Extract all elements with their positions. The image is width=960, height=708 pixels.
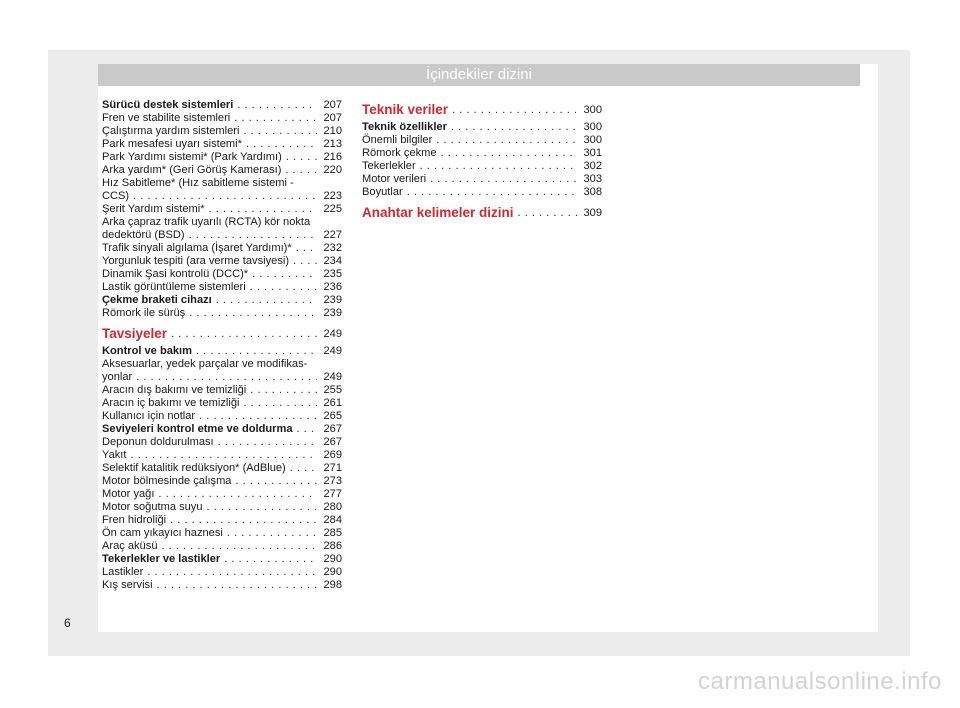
toc-entry[interactable] xyxy=(102,345,342,358)
toc-entry[interactable] xyxy=(102,151,342,164)
dot-leader xyxy=(452,99,577,121)
watermark: carmanualsonline.info xyxy=(698,668,942,695)
toc-section-heading[interactable] xyxy=(102,323,342,345)
toc-entry[interactable] xyxy=(102,255,342,268)
toc-entry-title: Fren ve stabilite sistemleri xyxy=(102,112,231,124)
toc-entry-title: Teknik veriler xyxy=(362,102,449,117)
dot-leader xyxy=(290,462,318,475)
toc-entry-page: 232 xyxy=(323,242,342,254)
toc-entry-title: Park mesafesi uyarı sistemi* xyxy=(102,138,242,150)
toc-entry-title: Fren hidroliği xyxy=(102,514,167,526)
dot-leader xyxy=(170,514,317,527)
toc-entry-page: 235 xyxy=(323,268,342,280)
toc-entry[interactable] xyxy=(102,99,342,112)
toc-entry[interactable] xyxy=(102,281,342,294)
toc-entry-page: 216 xyxy=(323,151,342,163)
toc-entry[interactable] xyxy=(102,501,342,514)
toc-entry-page: 236 xyxy=(323,281,342,293)
toc-entry-title: Çekme braketi cihazı xyxy=(102,294,212,306)
toc-entry-page: 234 xyxy=(323,255,342,267)
dot-leader xyxy=(162,540,318,553)
toc-entry-title: Motor bölmesinde çalışma xyxy=(102,475,232,487)
toc-entry[interactable] xyxy=(362,147,602,160)
toc-entry-title: Lastikler xyxy=(102,566,144,578)
toc-entry-page: 285 xyxy=(323,527,342,539)
dot-leader xyxy=(130,449,317,462)
dot-leader xyxy=(207,501,318,514)
toc-entry[interactable] xyxy=(362,160,602,173)
toc-entry[interactable] xyxy=(102,164,342,177)
toc-entry[interactable] xyxy=(102,384,342,397)
toc-entry[interactable] xyxy=(102,410,342,423)
dot-leader xyxy=(430,173,577,186)
toc-entry[interactable] xyxy=(102,514,342,527)
toc-entry[interactable] xyxy=(362,134,602,147)
dot-leader xyxy=(451,121,578,134)
toc-entry-page: 239 xyxy=(323,307,342,319)
dot-leader xyxy=(243,397,317,410)
toc-entry-page: 249 xyxy=(323,345,342,357)
dot-leader xyxy=(436,134,577,147)
toc-entry-title: Arka çapraz trafik uyarılı (RCTA) kör nokta xyxy=(102,216,311,228)
toc-entry[interactable] xyxy=(102,125,342,138)
dot-leader xyxy=(407,186,578,199)
dot-leader xyxy=(136,371,317,384)
toc-entry-title: Motor verileri xyxy=(362,173,427,185)
toc-entry[interactable] xyxy=(102,436,342,449)
toc-entry-title: Aracın dış bakımı ve temizliği xyxy=(102,384,247,396)
toc-entry-page: 284 xyxy=(323,514,342,526)
toc-entry-title: Tekerlekler xyxy=(362,160,416,172)
toc-entry-title: Ön cam yıkayıcı haznesi xyxy=(102,527,223,539)
toc-entry-page: 303 xyxy=(583,173,602,185)
toc-entry[interactable] xyxy=(102,138,342,151)
toc-entry-page: 273 xyxy=(323,475,342,487)
toc-entry-title: Anahtar kelimeler dizini xyxy=(362,205,514,220)
toc-entry-page: 225 xyxy=(323,203,342,215)
dot-leader xyxy=(285,164,317,177)
page-number: 6 xyxy=(64,616,71,630)
toc-right-column xyxy=(362,99,602,224)
toc-entry[interactable] xyxy=(102,190,342,203)
dot-leader xyxy=(216,294,318,307)
dot-leader xyxy=(189,307,317,320)
dot-leader xyxy=(518,202,578,224)
toc-entry-title: Kullanıcı için notlar xyxy=(102,410,196,422)
toc-entry[interactable] xyxy=(102,307,342,320)
toc-entry-page: 207 xyxy=(323,99,342,111)
toc-entry-page: 286 xyxy=(323,540,342,552)
toc-entry-title: Aksesuarlar, yedek parçalar ve modifikas- xyxy=(102,358,308,370)
dot-leader xyxy=(171,323,317,345)
toc-entry-page: 300 xyxy=(583,104,602,116)
toc-entry[interactable] xyxy=(102,449,342,462)
toc-entry[interactable] xyxy=(102,566,342,579)
toc-entry-title: Hız Sabitleme* (Hız sabitleme sistemi - xyxy=(102,177,294,189)
dot-leader xyxy=(157,579,318,592)
dot-leader xyxy=(250,384,317,397)
toc-entry-title: Yakıt xyxy=(102,449,127,461)
dot-leader xyxy=(246,138,318,151)
dot-leader xyxy=(199,410,317,423)
toc-entry-title: Araç aküsü xyxy=(102,540,158,552)
dot-leader xyxy=(209,203,318,216)
toc-entry-title: Önemli bilgiler xyxy=(362,134,433,146)
toc-entry-page: 249 xyxy=(323,371,342,383)
toc-entry[interactable] xyxy=(102,553,342,566)
toc-entry-title: Deponun doldurulması xyxy=(102,436,214,448)
toc-entry[interactable] xyxy=(102,112,342,125)
toc-entry-title: yonlar xyxy=(102,371,133,383)
toc-entry[interactable] xyxy=(102,488,342,501)
dot-leader xyxy=(224,553,317,566)
dot-leader xyxy=(293,255,317,268)
toc-entry-page: 239 xyxy=(323,294,342,306)
toc-entry-title: Römork çekme xyxy=(362,147,437,159)
dot-leader xyxy=(296,242,318,255)
toc-entry-title: Trafik sinyali algılama (İşaret Yardımı)* xyxy=(102,242,292,254)
toc-entry[interactable] xyxy=(102,540,342,553)
toc-entry-title: Motor yağı xyxy=(102,488,155,500)
toc-section-heading[interactable] xyxy=(362,99,602,121)
toc-entry[interactable] xyxy=(102,203,342,216)
toc-entry-page: 302 xyxy=(583,160,602,172)
dot-leader xyxy=(235,475,317,488)
toc-entry[interactable] xyxy=(102,294,342,307)
toc-entry-page: 227 xyxy=(323,229,342,241)
toc-entry-title: CCS) xyxy=(102,190,130,202)
toc-entry[interactable] xyxy=(102,527,342,540)
toc-entry-page: 265 xyxy=(323,410,342,422)
toc-entry-title: Şerit Yardım sistemi* xyxy=(102,203,205,215)
toc-section-heading[interactable] xyxy=(362,202,602,224)
dot-leader xyxy=(420,160,578,173)
toc-entry-page: 261 xyxy=(323,397,342,409)
dot-leader xyxy=(234,112,317,125)
toc-entry-page: 309 xyxy=(583,207,602,219)
toc-entry-title: Römork ile sürüş xyxy=(102,307,186,319)
toc-entry-page: 213 xyxy=(323,138,342,150)
toc-entry[interactable] xyxy=(102,177,342,190)
toc-entry-title: Tekerlekler ve lastikler xyxy=(102,553,221,565)
toc-entry[interactable] xyxy=(102,423,342,436)
toc-entry[interactable] xyxy=(102,397,342,410)
dot-leader xyxy=(243,125,317,138)
dot-leader xyxy=(252,268,317,281)
dot-leader xyxy=(196,345,317,358)
dot-leader xyxy=(227,527,318,540)
toc-entry[interactable] xyxy=(102,229,342,242)
toc-entry-page: 269 xyxy=(323,449,342,461)
toc-entry-page: 290 xyxy=(323,566,342,578)
toc-entry-page: 220 xyxy=(323,164,342,176)
toc-entry[interactable] xyxy=(102,579,342,592)
toc-entry-title: Teknik özellikler xyxy=(362,121,447,133)
toc-entry-title: Boyutlar xyxy=(362,186,403,198)
toc-entry[interactable] xyxy=(102,242,342,255)
toc-entry-page: 300 xyxy=(583,121,602,133)
toc-entry-page: 223 xyxy=(323,190,342,202)
toc-entry-title: Arka yardım* (Geri Görüş Kamerası) xyxy=(102,164,282,176)
toc-entry-page: 207 xyxy=(323,112,342,124)
dot-leader xyxy=(147,566,317,579)
toc-entry-title: Selektif katalitik redüksiyon* (AdBlue) xyxy=(102,462,286,474)
toc-entry-page: 271 xyxy=(323,462,342,474)
toc-entry-title: Lastik görüntüleme sistemleri xyxy=(102,281,246,293)
toc-entry-title: Park Yardımı sistemi* (Park Yardımı) xyxy=(102,151,282,163)
dot-leader xyxy=(286,151,318,164)
toc-entry-page: 255 xyxy=(323,384,342,396)
toc-entry-title: Yorgunluk tespiti (ara verme tavsiyesi) xyxy=(102,255,290,267)
dot-leader xyxy=(237,99,317,112)
toc-entry[interactable] xyxy=(362,186,602,199)
toc-left-column xyxy=(102,99,342,592)
toc-entry-page: 301 xyxy=(583,147,602,159)
toc-entry-page: 277 xyxy=(323,488,342,500)
toc-entry[interactable] xyxy=(362,173,602,186)
toc-entry[interactable] xyxy=(102,216,342,229)
toc-entry-page: 300 xyxy=(583,134,602,146)
toc-entry-page: 267 xyxy=(323,436,342,448)
toc-entry[interactable] xyxy=(102,475,342,488)
toc-entry-page: 267 xyxy=(323,423,342,435)
toc-entry-title: dedektörü (BSD) xyxy=(102,229,185,241)
dot-leader xyxy=(297,423,318,436)
toc-entry-title: Tavsiyeler xyxy=(102,326,168,341)
toc-entry-title: Kontrol ve bakım xyxy=(102,345,193,357)
toc-entry[interactable] xyxy=(102,462,342,475)
toc-entry-title: Çalıştırma yardım sistemleri xyxy=(102,125,240,137)
toc-entry-page: 290 xyxy=(323,553,342,565)
toc-entry[interactable] xyxy=(362,121,602,134)
dot-leader xyxy=(218,436,318,449)
dot-leader xyxy=(189,229,318,242)
toc-entry[interactable] xyxy=(102,268,342,281)
toc-entry[interactable] xyxy=(102,371,342,384)
page-title: İçindekiler dizini xyxy=(98,64,860,86)
toc-entry-page: 308 xyxy=(583,186,602,198)
dot-leader xyxy=(441,147,578,160)
toc-entry-page: 280 xyxy=(323,501,342,513)
toc-entry-title: Motor soğutma suyu xyxy=(102,501,203,513)
toc-entry-page: 210 xyxy=(323,125,342,137)
dot-leader xyxy=(133,190,317,203)
toc-entry-page: 249 xyxy=(323,328,342,340)
toc-entry-title: Kış servisi xyxy=(102,579,153,591)
toc-entry[interactable] xyxy=(102,358,342,371)
toc-entry-title: Seviyeleri kontrol etme ve doldurma xyxy=(102,423,293,435)
toc-entry-title: Sürücü destek sistemleri xyxy=(102,99,234,111)
toc-entry-page: 298 xyxy=(323,579,342,591)
dot-leader xyxy=(250,281,318,294)
toc-entry-title: Aracın iç bakımı ve temizliği xyxy=(102,397,240,409)
dot-leader xyxy=(158,488,317,501)
toc-entry-title: Dinamik Şasi kontrolü (DCC)* xyxy=(102,268,249,280)
